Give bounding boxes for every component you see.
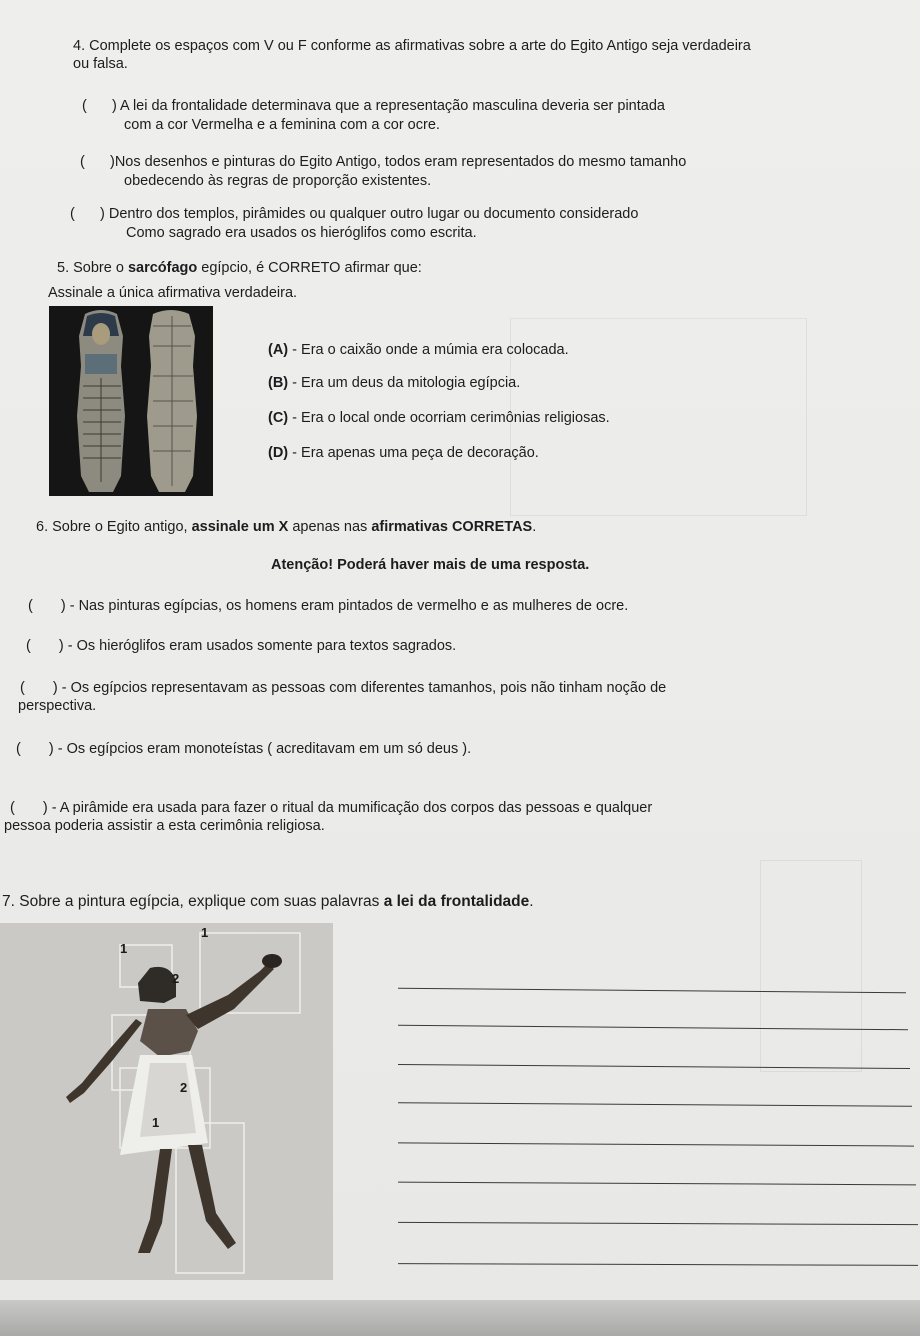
answer-paren-open[interactable]: ( [10, 800, 15, 816]
q4-item-2-text: )Nos desenhos e pinturas do Egito Antigo, todos eram representados do mesmo tamanho [110, 154, 687, 170]
answer-line[interactable] [398, 1182, 916, 1186]
option-letter: (C) [268, 410, 289, 426]
q4-item-1-cont: com a cor Vermelha e a feminina com a cor ocre. [124, 117, 440, 133]
q6-item-5-cont: pessoa poderia assistir a esta cerimônia religiosa. [4, 818, 325, 834]
answer-paren-open[interactable]: ( [26, 638, 31, 654]
option-letter: (A) [268, 342, 289, 358]
q6-attention: Atenção! Poderá haver mais de uma resposta. [271, 557, 590, 573]
option-text: - Era o local onde ocorriam cerimônias religiosas. [288, 410, 610, 426]
q4-statement-line1: 4. Complete os espaços com V ou F conforme as afirmativas sobre a arte do Egito Antigo seja verdadeira [73, 38, 751, 54]
answer-line[interactable] [398, 1263, 918, 1266]
answer-paren-close[interactable]: ) [52, 680, 58, 696]
q4-item-3 [70, 206, 638, 223]
q5-statement [57, 260, 422, 277]
q6-item-2 [26, 638, 456, 655]
q7-statement-end: . [529, 893, 534, 910]
q7-statement-bold: a lei da frontalidade [383, 893, 530, 910]
q6-statement-bold2: afirmativas CORRETAS [371, 519, 533, 535]
q6-item-5 [10, 800, 652, 817]
q6-statement [36, 519, 536, 536]
answer-paren-close[interactable]: ) [42, 800, 48, 816]
answer-paren-close[interactable]: ) [58, 638, 64, 654]
q6-item-4-text: - Os egípcios eram monoteístas ( acreditavam em um só deus ). [53, 741, 472, 757]
q6-item-5-text: - A pirâmide era usada para fazer o ritual da mumificação dos corpos das pessoas e qualquer [47, 800, 653, 816]
q5-statement-prefix: 5. Sobre o [57, 260, 128, 276]
q5-statement-suffix: egípcio, é CORRETO afirmar que: [197, 260, 422, 276]
q6-item-3 [20, 680, 666, 697]
q5-option-b[interactable] [268, 375, 520, 392]
q4-item-2-cont: obedecendo às regras de proporção existentes. [124, 173, 432, 189]
q5-instruction: Assinale a única afirmativa verdadeira. [48, 285, 298, 301]
answer-paren[interactable]: ( [80, 154, 85, 170]
answer-line[interactable] [398, 1222, 918, 1225]
q6-item-2-text: - Os hieróglifos eram usados somente para textos sagrados. [63, 638, 457, 654]
q4-item-3-cont: Como sagrado era usados os hieróglifos como escrita. [126, 225, 477, 241]
figure-label: 1 [152, 1115, 160, 1130]
q4-item-1-text: ) A lei da frontalidade determinava que a representação masculina deveria ser pintada [112, 98, 665, 114]
q6-item-1 [28, 598, 628, 615]
table-surface [0, 1300, 920, 1336]
q4-item-3-text: ) Dentro dos templos, pirâmides ou qualquer outro lugar ou documento considerado [100, 206, 639, 222]
q7-statement-prefix: 7. Sobre a pintura egípcia, explique com suas palavras [2, 893, 384, 910]
figure-label: 2 [180, 1080, 188, 1095]
q6-item-4 [16, 741, 471, 758]
q4-item-2 [80, 154, 686, 171]
q6-item-1-text: - Nas pinturas egípcias, os homens eram pintados de vermelho e as mulheres de ocre. [65, 598, 629, 614]
answer-paren[interactable]: ( [82, 98, 87, 114]
q5-option-a[interactable] [268, 342, 569, 359]
figure-label: 1 [201, 925, 209, 940]
option-letter: (B) [268, 375, 289, 391]
answer-line[interactable] [398, 1102, 912, 1107]
q6-statement-mid: apenas nas [288, 519, 372, 535]
egyptian-figure-illustration [0, 923, 333, 1280]
figure-label: 1 [120, 941, 128, 956]
q6-statement-end: . [532, 519, 537, 535]
answer-paren-open[interactable]: ( [20, 680, 25, 696]
sarcophagus-photo [49, 306, 213, 496]
q5-option-d[interactable] [268, 445, 539, 462]
answer-line[interactable] [398, 1142, 914, 1146]
option-text: - Era o caixão onde a múmia era colocada. [288, 342, 569, 358]
q6-statement-bold1: assinale um X [191, 519, 289, 535]
answer-paren[interactable]: ( [70, 206, 75, 222]
q6-statement-prefix: 6. Sobre o Egito antigo, [36, 519, 192, 535]
option-letter: (D) [268, 445, 289, 461]
q6-item-3-cont: perspectiva. [18, 698, 97, 714]
q6-item-3-text: - Os egípcios representavam as pessoas com diferentes tamanhos, pois não tinham noção de [57, 680, 667, 696]
answer-paren-open[interactable]: ( [16, 741, 21, 757]
q7-statement [2, 893, 534, 910]
answer-paren-open[interactable]: ( [28, 598, 33, 614]
sarcophagus-illustration [49, 306, 213, 496]
answer-paren-close[interactable]: ) [60, 598, 66, 614]
option-text: - Era apenas uma peça de decoração. [288, 445, 539, 461]
bleed-through-frame [760, 860, 862, 1072]
answer-paren-close[interactable]: ) [48, 741, 54, 757]
option-text: - Era um deus da mitologia egípcia. [288, 375, 521, 391]
q4-statement-line2: ou falsa. [73, 56, 128, 72]
egyptian-figure-image [0, 923, 333, 1280]
figure-label: 2 [172, 971, 180, 986]
q5-statement-bold: sarcófago [127, 260, 198, 276]
q5-option-c[interactable] [268, 410, 610, 427]
q4-item-1 [82, 98, 665, 115]
